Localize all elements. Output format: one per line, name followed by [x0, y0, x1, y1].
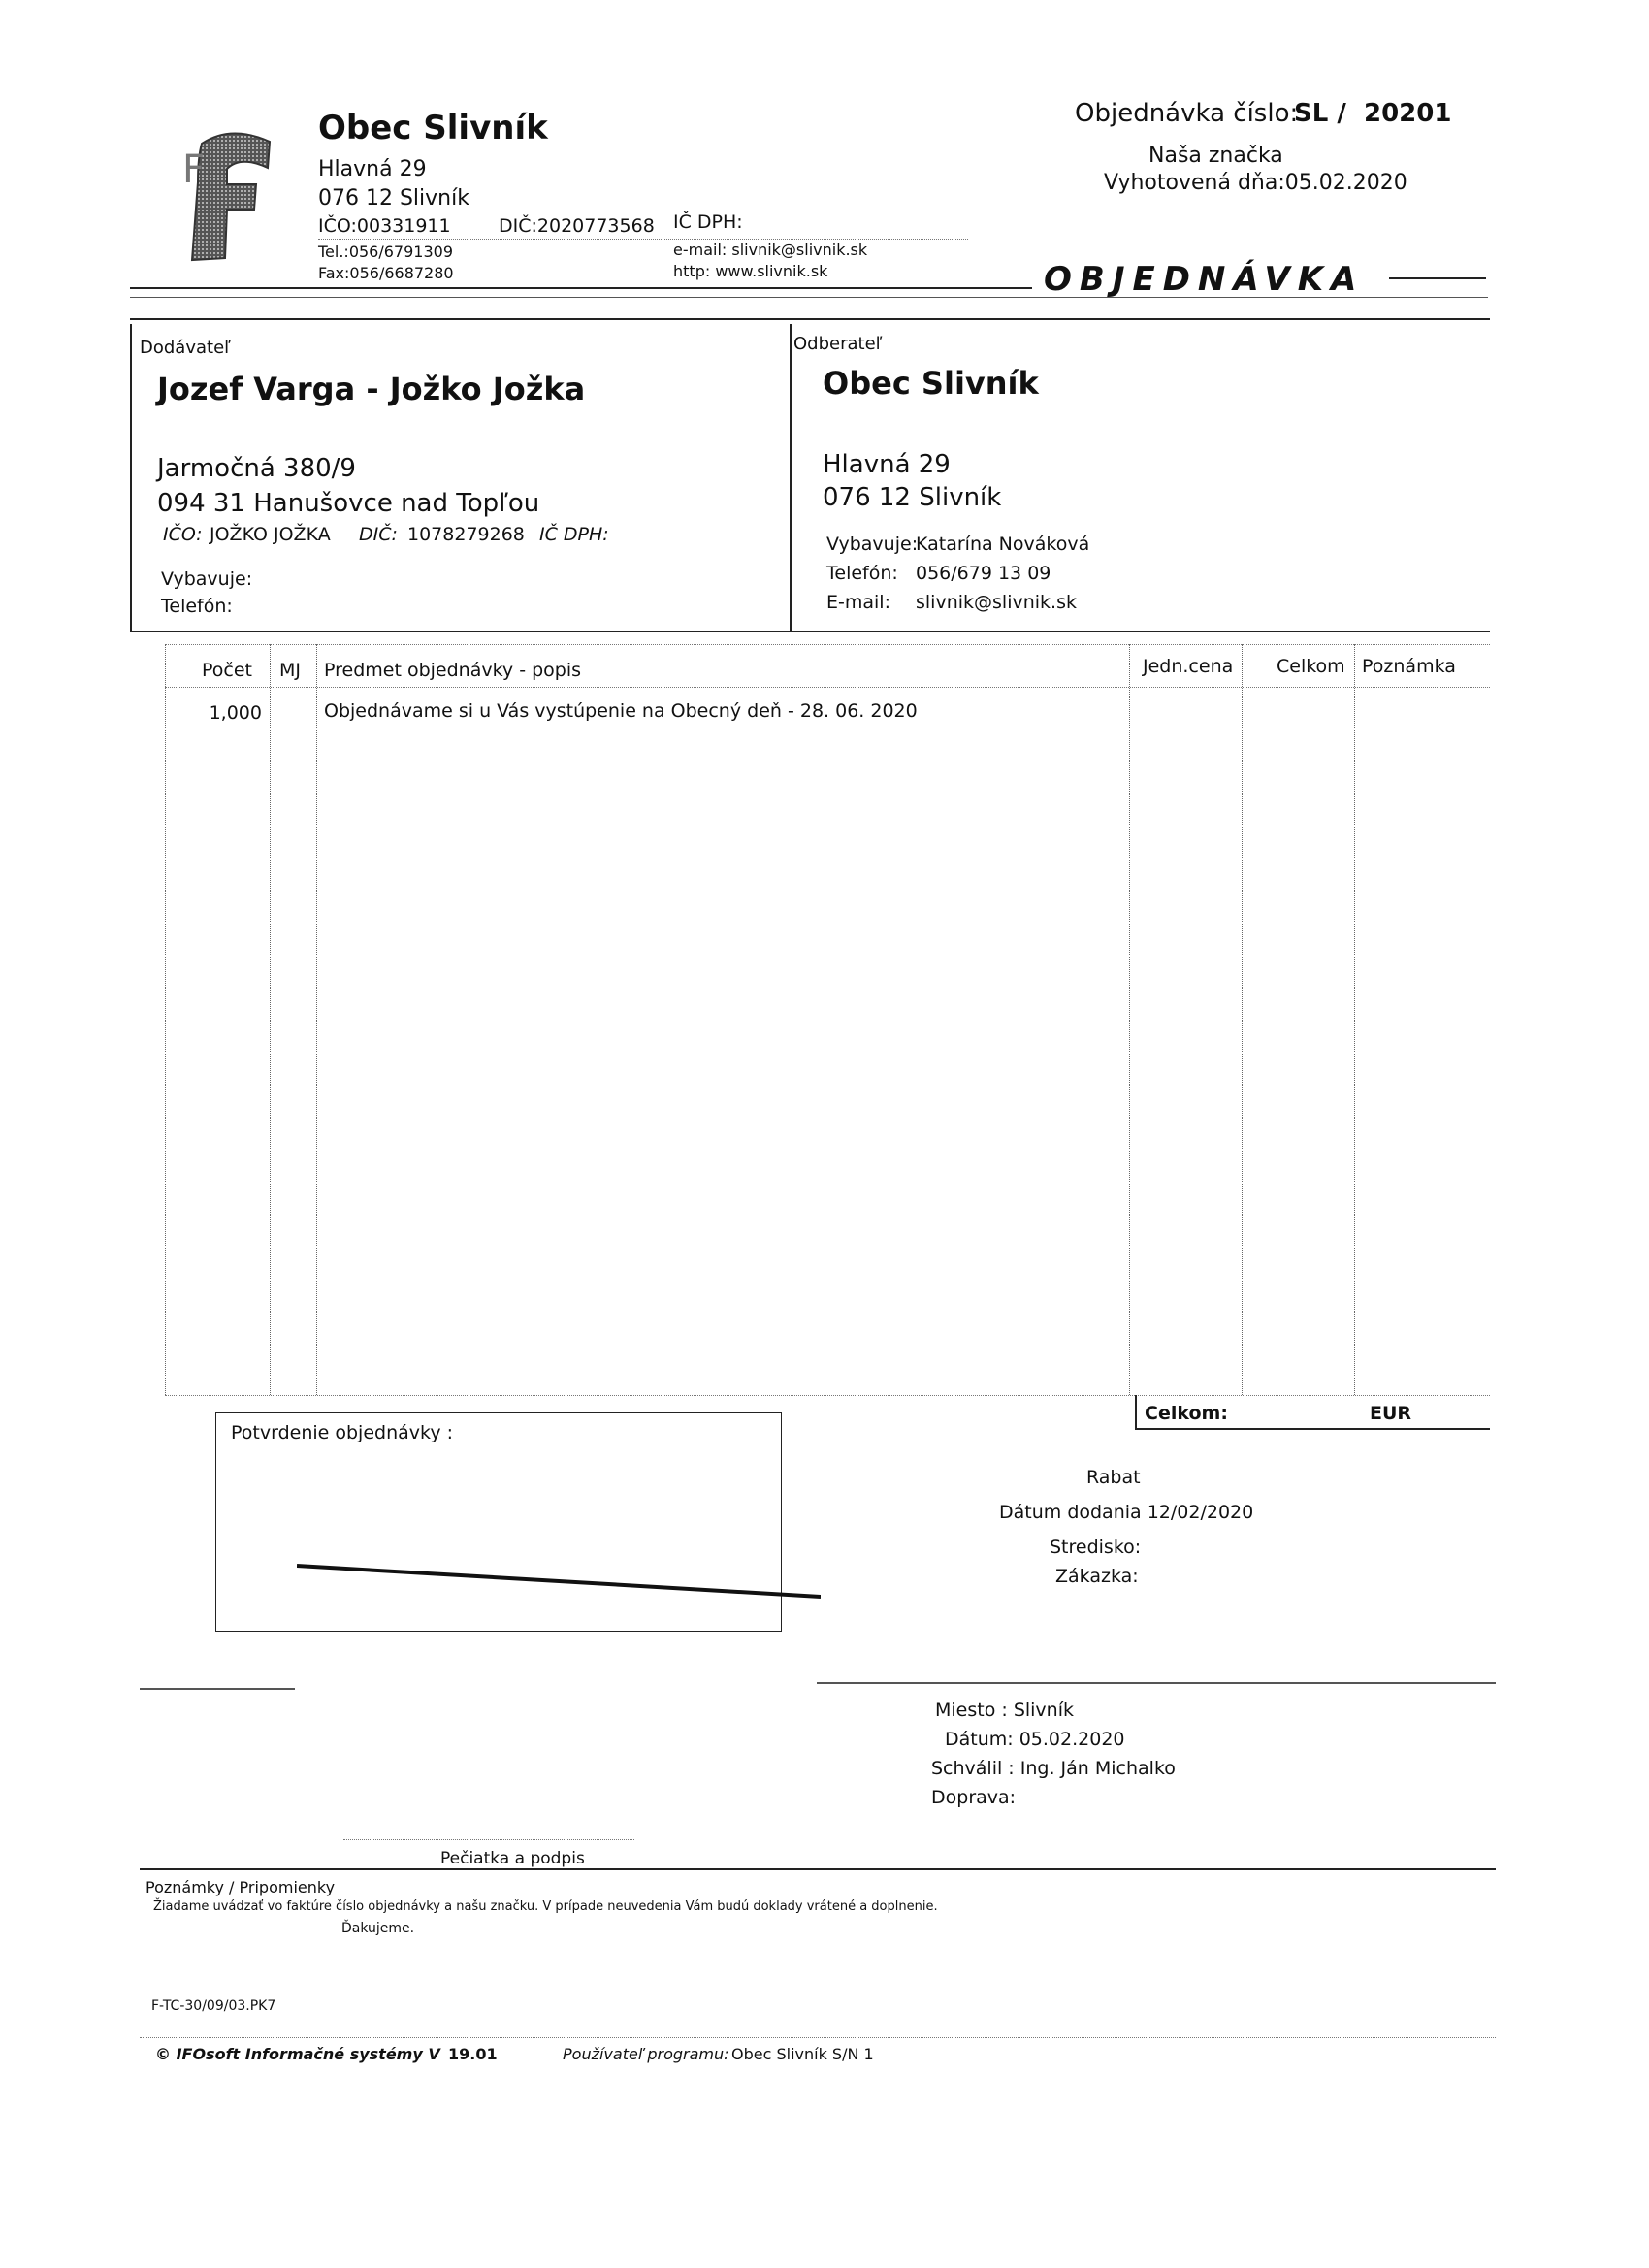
col-header-mj: MJ [279, 660, 301, 681]
order-issued-date: Vyhotovená dňa:05.02.2020 [1104, 171, 1407, 195]
software-version: 19.01 [448, 2045, 498, 2063]
org-web: http: www.slivnik.sk [673, 262, 828, 280]
signature-stroke [297, 1562, 821, 1601]
col-header-poznamka: Poznámka [1362, 656, 1456, 677]
customer-vybavuje-label: Vybavuje: [826, 534, 919, 555]
rabat-label: Rabat [1086, 1467, 1141, 1488]
place: Miesto : Slivník [935, 1700, 1075, 1721]
order-our-ref: Naša značka [1148, 144, 1283, 168]
customer-label: Odberateľ [793, 334, 883, 354]
program-user-value: Obec Slivník S/N 1 [731, 2045, 874, 2063]
col-header-celkom: Celkom [1277, 656, 1345, 677]
org-dic: DIČ:2020773568 [499, 215, 655, 237]
supplier-city: 094 31 Hanušovce nad Topľou [157, 489, 540, 518]
col-header-popis: Predmet objednávky - popis [324, 660, 582, 681]
order-number-label: Objednávka číslo: [1075, 99, 1299, 128]
total-label: Celkom: [1145, 1403, 1228, 1424]
logo-letter: F [182, 147, 206, 192]
stredisko-label: Stredisko: [1050, 1537, 1142, 1558]
form-code: F-TC-30/09/03.PK7 [151, 1998, 276, 2014]
zakazka-label: Zákazka: [1055, 1566, 1139, 1587]
supplier-ico-value: JOŽKO JOŽKA [210, 524, 331, 545]
supplier-vybavuje: Vybavuje: [161, 568, 253, 590]
supplier-telefon: Telefón: [161, 596, 233, 617]
total-currency: EUR [1370, 1403, 1412, 1424]
org-email: e-mail: slivnik@slivnik.sk [673, 241, 868, 259]
org-tel: Tel.:056/6791309 [318, 243, 454, 261]
confirmation-label: Potvrdenie objednávky : [231, 1422, 454, 1443]
customer-name: Obec Slivník [823, 365, 1039, 402]
supplier-name: Jozef Varga - Jožko Jožka [157, 371, 586, 407]
customer-email-value: slivnik@slivnik.sk [916, 592, 1077, 613]
org-ico: IČO:00331911 [318, 215, 451, 237]
customer-vybavuje-value: Katarína Nováková [916, 534, 1090, 555]
customer-city: 076 12 Slivník [823, 483, 1002, 512]
transport-label: Doprava: [931, 1787, 1017, 1808]
col-header-cena: Jedn.cena [1143, 656, 1234, 677]
customer-street: Hlavná 29 [823, 450, 951, 479]
customer-telefon-value: 056/679 13 09 [916, 563, 1051, 584]
customer-email-label: E-mail: [826, 592, 890, 613]
supplier-street: Jarmočná 380/9 [157, 454, 356, 483]
order-number-value: 20201 [1364, 99, 1452, 128]
org-logo [163, 124, 279, 270]
delivery-date: Dátum dodania 12/02/2020 [999, 1502, 1254, 1523]
program-user-label: Používateľ programu: [563, 2045, 729, 2063]
notes-thanks: Ďakujeme. [341, 1921, 415, 1936]
org-city: 076 12 Slivník [318, 186, 469, 211]
supplier-ico-label: IČO: [163, 524, 203, 545]
document-title: OBJEDNÁVKA [1044, 260, 1365, 299]
org-name: Obec Slivník [318, 109, 548, 147]
supplier-dic-label: DIČ: [359, 524, 398, 545]
stamp-signature-label: Pečiatka a podpis [440, 1849, 585, 1868]
approval-date: Dátum: 05.02.2020 [945, 1729, 1125, 1750]
supplier-icdph-label: IČ DPH: [539, 524, 609, 545]
approved-by: Schválil : Ing. Ján Michalko [931, 1758, 1176, 1779]
table-row-popis: Objednávame si u Vás vystúpenie na Obecný deň - 28. 06. 2020 [324, 700, 918, 722]
notes-title: Poznámky / Pripomienky [146, 1878, 336, 1896]
supplier-label: Dodávateľ [140, 338, 231, 358]
customer-telefon-label: Telefón: [826, 563, 898, 584]
org-icdph: IČ DPH: [673, 211, 743, 233]
col-header-pocet: Počet [202, 660, 252, 681]
notes-text: Žiadame uvádzať vo faktúre číslo objednávky a našu značku. V prípade neuvedenia Vám budú doklady vrátené a doplnenie. [153, 1899, 938, 1914]
supplier-dic-value: 1078279268 [407, 524, 525, 545]
org-fax: Fax:056/6687280 [318, 264, 454, 282]
order-number-prefix: SL / [1294, 99, 1346, 128]
copyright: © IFOsoft Informačné systémy V [155, 2045, 440, 2063]
table-row-pocet: 1,000 [209, 702, 262, 724]
org-street: Hlavná 29 [318, 157, 427, 181]
